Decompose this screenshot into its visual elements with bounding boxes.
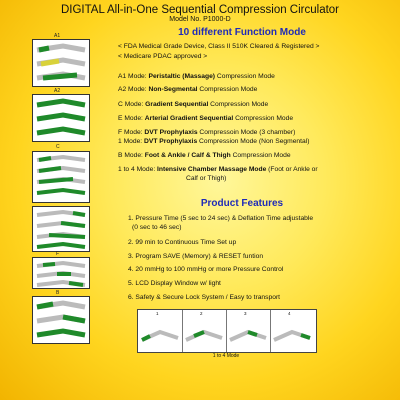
mode-cell-3 xyxy=(226,310,271,352)
mode-cell-1 xyxy=(138,310,183,352)
fda-cert: < FDA Medical Grade Device, Class II 510K Cleared & Registered > xyxy=(118,43,320,50)
leg-diagram-icon xyxy=(37,303,85,335)
feature-item: 1. Pressure Time (5 sec to 24 sec) & Deflation Time adjustable xyxy=(128,215,314,222)
mode-strip-caption: 1 to 4 Mode xyxy=(212,353,240,359)
mode-1-to-4: 1 to 4 Mode: Intensive Chamber Massage Mode (Foot or Ankle or xyxy=(118,166,318,173)
mode-e: E Mode: Arterial Gradient Sequential Compression Mode xyxy=(118,115,294,122)
function-mode-heading: 10 different Function Mode xyxy=(178,27,306,38)
feature-item: (0 sec to 46 sec) xyxy=(132,224,182,231)
thumb-b xyxy=(32,296,90,344)
feature-item: 2. 99 min to Continuous Time Set up xyxy=(128,239,237,246)
mode-a2: A2 Mode: Non-Segmental Compression Mode xyxy=(118,86,258,93)
thumb-a2 xyxy=(32,94,90,142)
mode-number: 1 xyxy=(156,311,159,316)
leg-diagram-icon xyxy=(138,310,182,352)
thumb-label-a2: A2 xyxy=(54,88,61,94)
legs-a2-illustration xyxy=(33,95,89,141)
leg-diagram-icon xyxy=(270,310,315,352)
medicare-cert: < Medicare PDAC approved > xyxy=(118,53,208,60)
mode-number: 3 xyxy=(244,311,247,316)
page-title: DIGITAL All-in-One Sequential Compression Circulator xyxy=(60,4,340,16)
mode-f: F Mode: DVT Prophylaxis Compressoin Mode (3 chamber) xyxy=(118,129,296,136)
mode-1-to-4-strip xyxy=(137,309,317,353)
leg-diagram-icon xyxy=(226,310,270,352)
legs-a1-illustration xyxy=(33,40,89,86)
product-features-heading: Product Features xyxy=(200,198,284,209)
mode-b: B Mode: Foot & Ankle / Calf & Thigh Compression Mode xyxy=(118,152,291,159)
mode-cell-4 xyxy=(270,310,315,352)
feature-item: 4. 20 mmHg to 100 mmHg or more Pressure Control xyxy=(128,266,284,273)
leg-diagram-icon xyxy=(37,212,85,247)
legs-b-illustration xyxy=(33,297,89,343)
leg-diagram-icon xyxy=(182,310,226,352)
mode-c: C Mode: Gradient Sequential Compression Mode xyxy=(118,101,269,108)
leg-diagram-icon xyxy=(37,157,85,193)
thumb-label-a1: A1 xyxy=(54,33,61,39)
leg-diagram-icon xyxy=(37,263,85,285)
mode-cell-2 xyxy=(182,310,227,352)
thumb-f xyxy=(32,257,90,289)
model-number: Model No. P1000-D xyxy=(169,16,231,23)
thumb-label-f: F xyxy=(56,251,60,257)
mode-number: 4 xyxy=(288,311,291,316)
thumb-a1 xyxy=(32,39,90,87)
legs-f-illustration xyxy=(33,258,89,288)
mode-1-to-4-cont: Calf or Thigh) xyxy=(186,175,227,182)
feature-item: 6. Safety & Secure Lock System / Easy to transport xyxy=(128,294,281,301)
legs-c-illustration xyxy=(33,152,89,202)
thumb-label-b: B xyxy=(56,290,60,296)
leg-diagram-icon xyxy=(37,46,85,78)
mode-a1: A1 Mode: Peristaltic (Massage) Compression Mode xyxy=(118,73,275,80)
thumb-label-c: C xyxy=(56,144,60,150)
legs-e-illustration xyxy=(33,207,89,251)
mode-1: 1 Mode: DVT Prophylaxis Compression Mode (Non Segmental) xyxy=(118,138,310,145)
mode-number: 2 xyxy=(200,311,203,316)
thumb-e xyxy=(32,206,90,252)
leg-diagram-icon xyxy=(37,101,85,133)
feature-item: 3. Program SAVE (Memory) & RESET funtion xyxy=(128,253,264,260)
feature-item: 5. LCD Display Window w/ light xyxy=(128,280,221,287)
thumb-c xyxy=(32,151,90,203)
